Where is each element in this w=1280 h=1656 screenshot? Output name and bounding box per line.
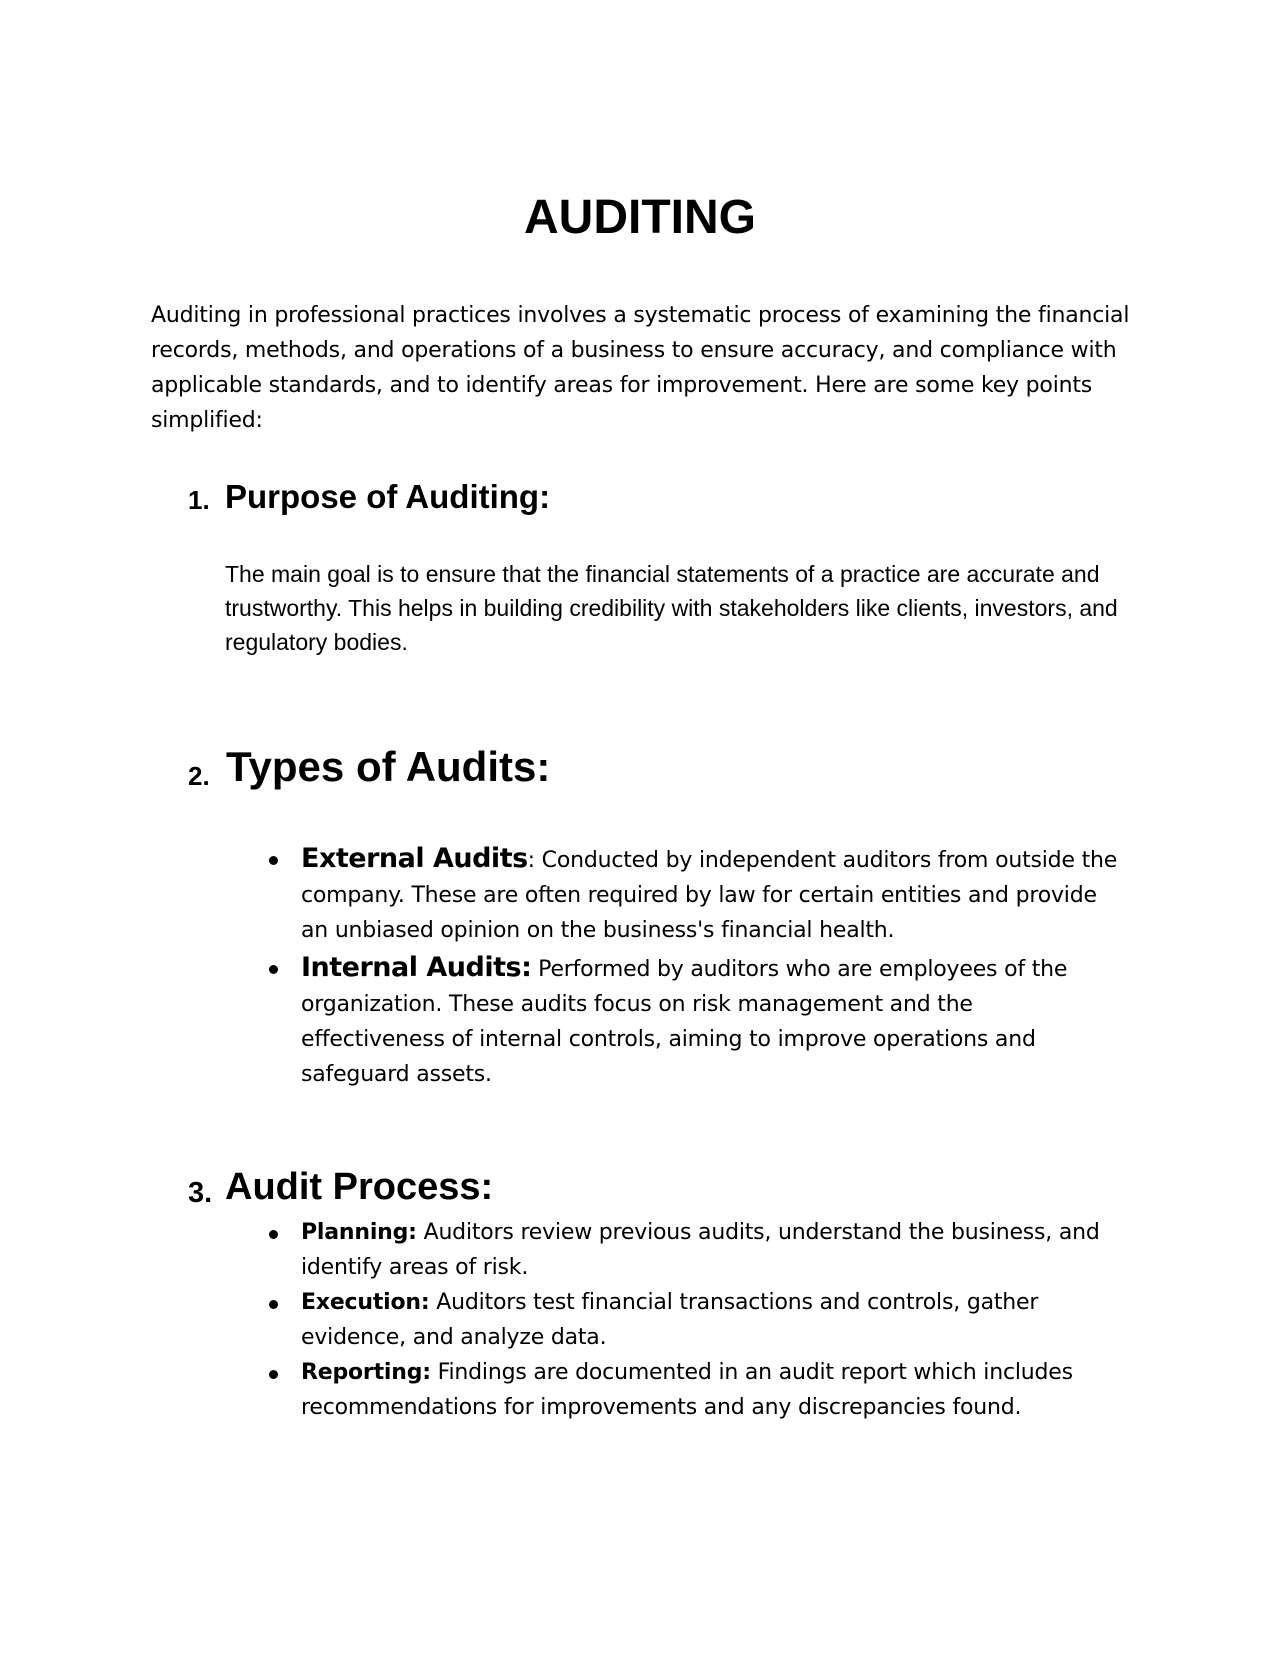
list-item-text: Findings are documented in an audit report which includes recommendations for improvements and any discrepancies found. bbox=[301, 1360, 1073, 1420]
section-2-number: 2. bbox=[188, 761, 210, 791]
section-1-heading: Purpose of Auditing: bbox=[225, 478, 551, 515]
audit-types-list bbox=[301, 841, 1121, 1092]
list-item-external-audits bbox=[301, 841, 1121, 948]
bullet-icon bbox=[269, 1370, 278, 1379]
document-title: AUDITING bbox=[524, 191, 756, 244]
list-item-text: Performed by auditors who are employees of the organization. These audits focus on risk management and the effectiveness of internal controls, aiming to improve operations and safeguard assets. bbox=[301, 957, 1068, 1087]
list-item-term: Internal Audits: bbox=[301, 952, 532, 983]
section-2-heading: Types of Audits: bbox=[226, 743, 551, 790]
list-item-text: Auditors review previous audits, understand the business, and identify areas of risk. bbox=[301, 1220, 1100, 1280]
list-item-term: Execution: bbox=[301, 1290, 430, 1315]
audit-process-list bbox=[301, 1215, 1121, 1425]
list-item-internal-audits bbox=[301, 950, 1121, 1092]
list-item-text: : Conducted by independent auditors from outside the company. These are often required by law for certain entities and provide an unbiased opinion on the business's financial health. bbox=[301, 848, 1118, 943]
list-item-text: Auditors test financial transactions and controls, gather evidence, and analyze data. bbox=[301, 1290, 1039, 1350]
list-item-term: Reporting: bbox=[301, 1360, 431, 1385]
list-item-term: Planning: bbox=[301, 1220, 417, 1245]
section-1-number: 1. bbox=[188, 485, 210, 515]
section-3-heading: Audit Process: bbox=[225, 1166, 494, 1208]
list-item-reporting bbox=[301, 1355, 1121, 1425]
list-item-term: External Audits bbox=[301, 843, 528, 874]
bullet-icon bbox=[269, 965, 278, 974]
list-item-planning bbox=[301, 1215, 1121, 1285]
list-item-execution bbox=[301, 1285, 1121, 1355]
bullet-icon bbox=[269, 1230, 278, 1239]
bullet-icon bbox=[269, 856, 278, 865]
intro-paragraph: Auditing in professional practices involves a systematic process of examining the financial records, methods, and operations of a business to ensure accuracy, and compliance with applicable standards, and to identify areas for improvement. Here are some key points simplified: bbox=[151, 303, 1130, 433]
section-1-body: The main goal is to ensure that the financial statements of a practice are accurate and trustworthy. This helps in building credibility with stakeholders like clients, investors, and regulatory bodies. bbox=[225, 561, 1118, 655]
section-3-number: 3. bbox=[188, 1177, 213, 1209]
bullet-icon bbox=[269, 1300, 278, 1309]
